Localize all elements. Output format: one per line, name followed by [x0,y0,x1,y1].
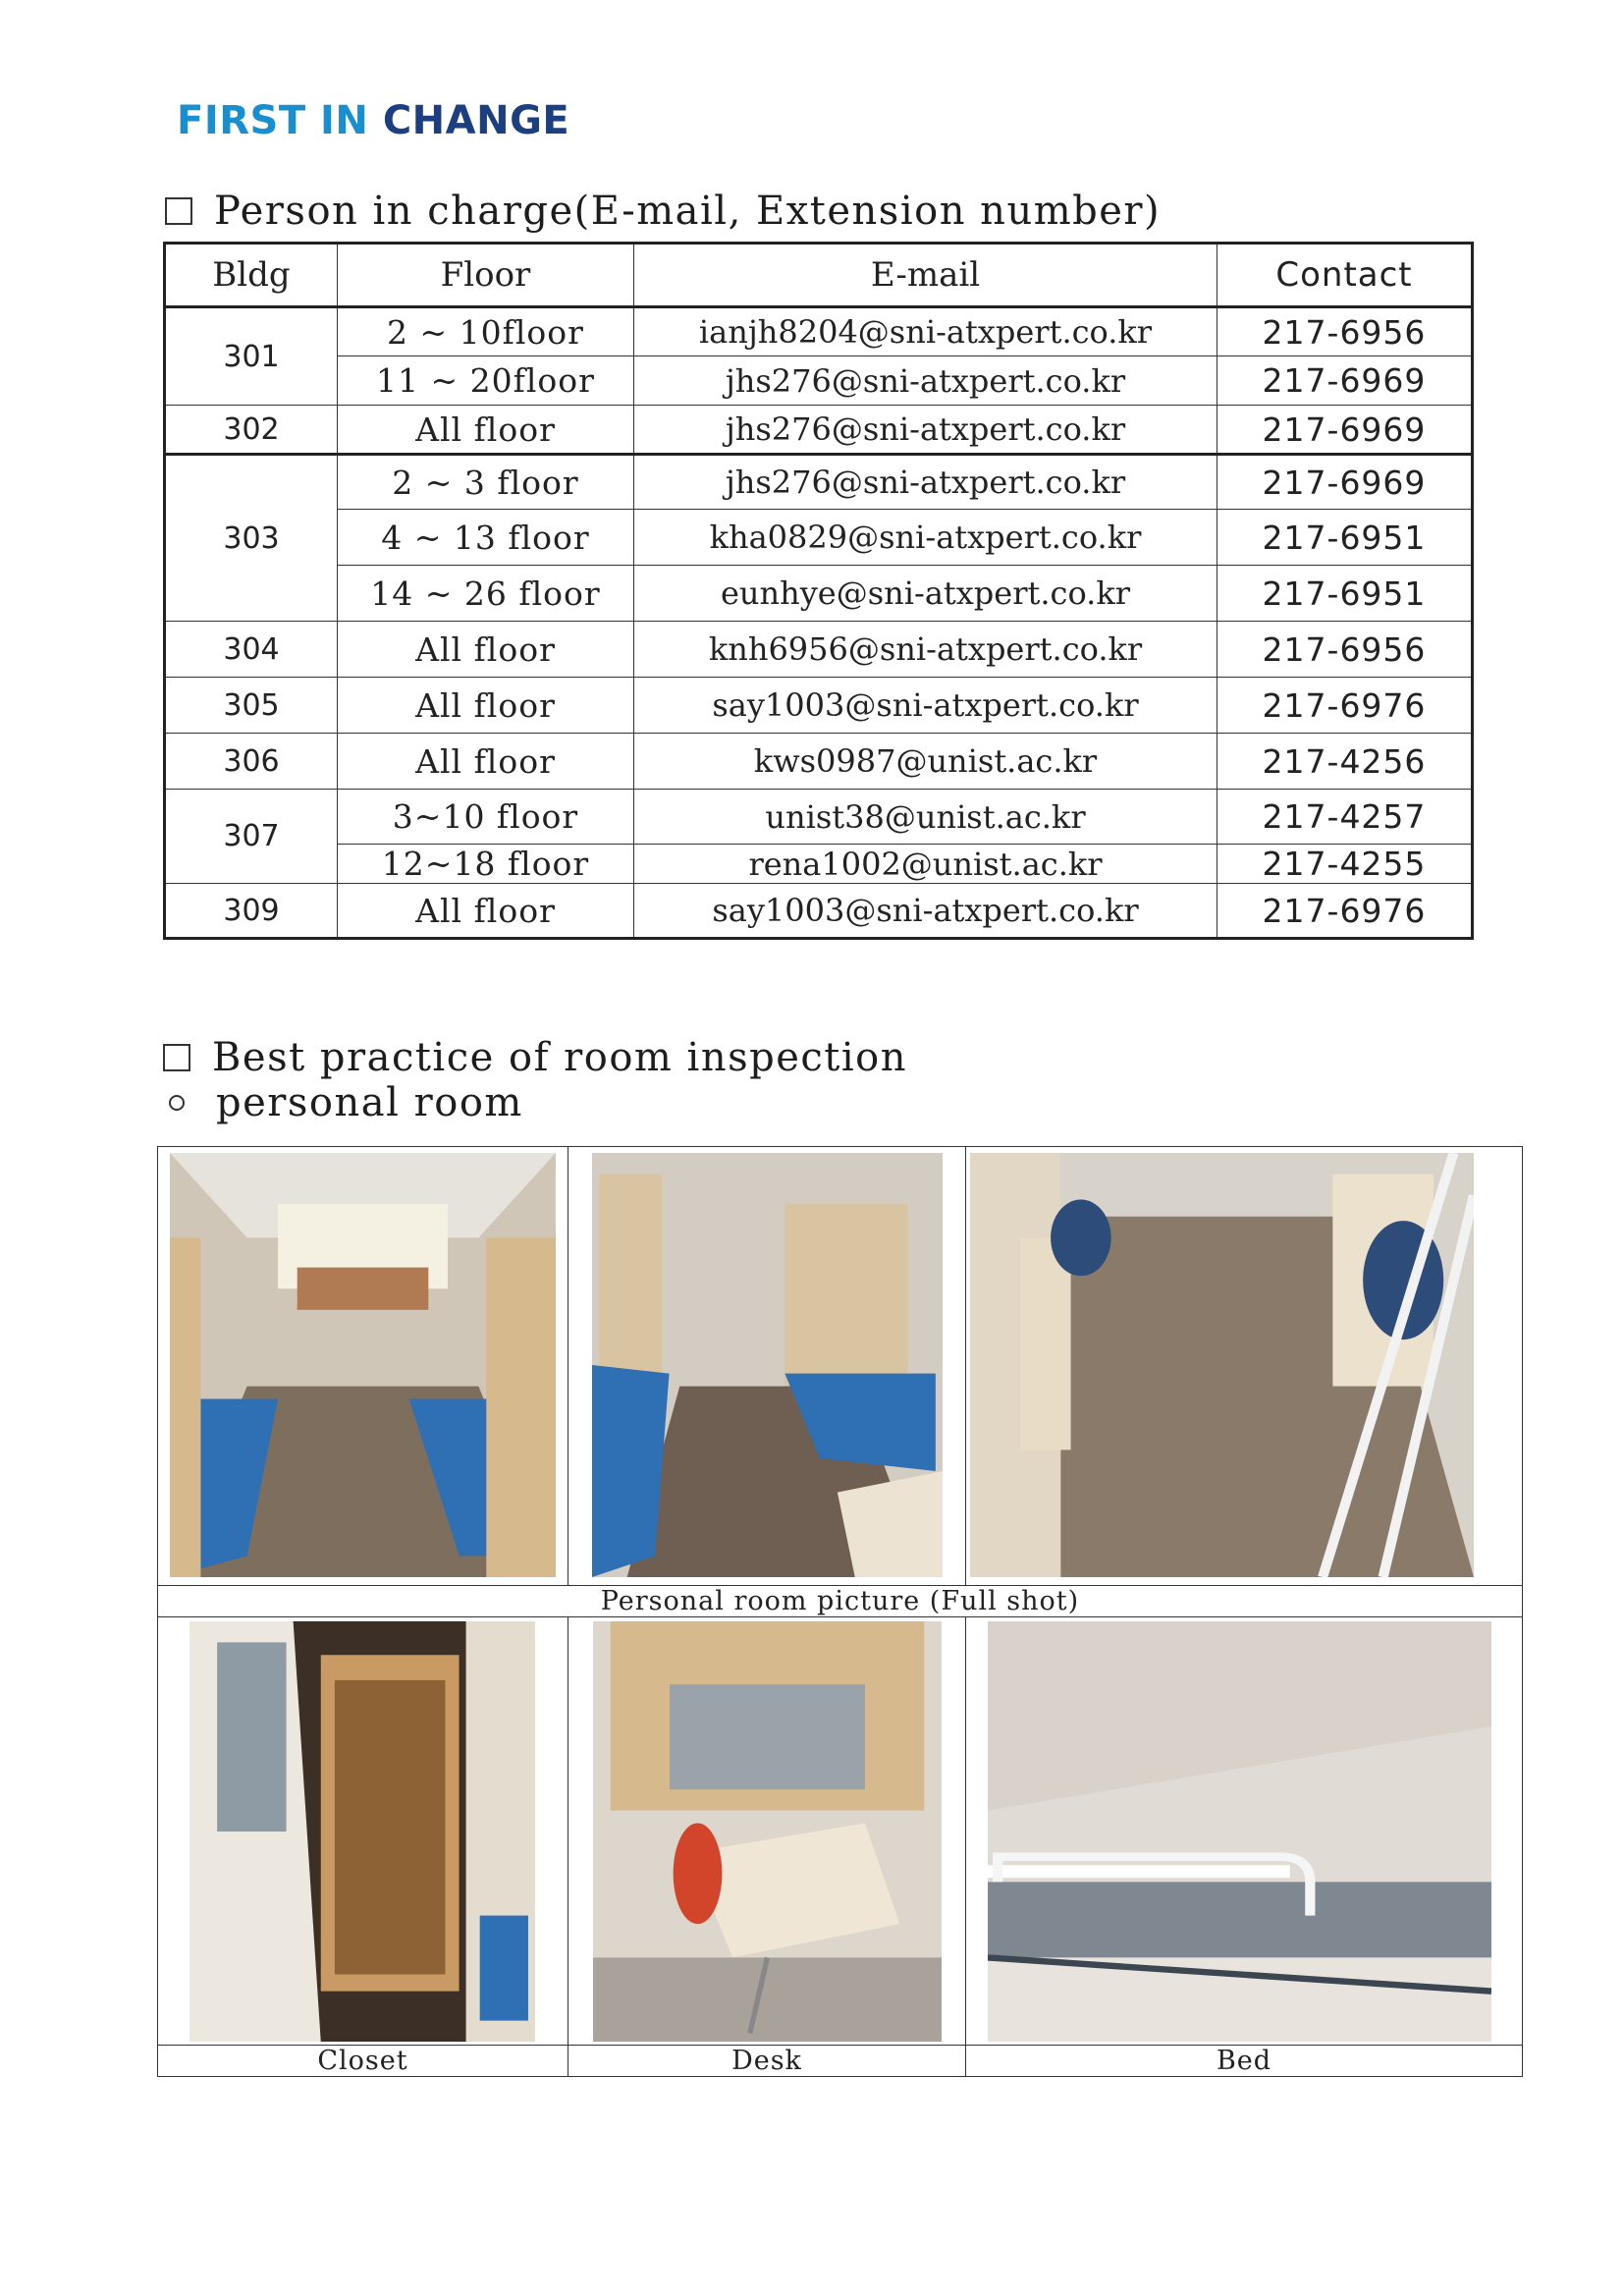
contact-cell: 217-4255 [1217,845,1473,884]
photo-cell [966,1147,1523,1586]
room-photo-1 [170,1153,556,1577]
email-cell: say1003@sni-atxpert.co.kr [634,678,1217,734]
contact-cell: 217-6969 [1217,356,1473,406]
contact-cell: 217-4256 [1217,734,1473,790]
bldg-cell: 304 [165,622,338,678]
table-row [165,845,1473,884]
header-email: E-mail [634,244,1217,307]
caption-bed: Bed [966,2046,1523,2077]
bldg-cell: 305 [165,678,338,734]
photo-grid [157,1146,1523,2077]
contact-cell: 217-6951 [1217,566,1473,622]
contact-cell: 217-4257 [1217,790,1473,845]
floor-cell: All floor [338,884,634,939]
email-cell: rena1002@unist.ac.kr [634,845,1217,884]
table-row [165,622,1473,678]
table-row [165,734,1473,790]
email-cell: jhs276@sni-atxpert.co.kr [634,356,1217,406]
floor-cell: All floor [338,622,634,678]
contact-cell: 217-6969 [1217,455,1473,510]
floor-cell: All floor [338,734,634,790]
email-cell: say1003@sni-atxpert.co.kr [634,884,1217,939]
table-row [165,884,1473,939]
floor-cell: All floor [338,678,634,734]
bed-photo [988,1621,1491,2042]
contact-cell: 217-6951 [1217,510,1473,566]
table-row [165,510,1473,566]
checkbox-icon [165,197,192,225]
photo-cell [158,1617,568,2046]
room-photo-3 [970,1153,1474,1577]
email-cell: kha0829@sni-atxpert.co.kr [634,510,1217,566]
section-person-in-charge [165,189,1161,234]
table-row [165,356,1473,406]
table-row [165,455,1473,510]
section-best-practice [163,1035,907,1080]
contacts-table [163,242,1474,940]
email-cell: unist38@unist.ac.kr [634,790,1217,845]
room-photo-2 [592,1153,943,1577]
floor-cell: 2 ~ 3 floor [338,455,634,510]
logo [177,98,569,143]
bldg-cell: 303 [165,455,338,622]
table-row [165,790,1473,845]
bldg-cell: 302 [165,406,338,455]
floor-cell: 12~18 floor [338,845,634,884]
caption-desk: Desk [568,2046,966,2077]
floor-cell: 14 ~ 26 floor [338,566,634,622]
subsection-personal-room [163,1080,523,1125]
contact-cell: 217-6956 [1217,307,1473,356]
caption-full-shot: Personal room picture (Full shot) [158,1586,1523,1617]
floor-cell: 3~10 floor [338,790,634,845]
contact-cell: 217-6969 [1217,406,1473,455]
floor-cell: All floor [338,406,634,455]
section-title: Person in charge(E-mail, Extension number) [214,189,1162,234]
floor-cell: 2 ~ 10floor [338,307,634,356]
desk-photo [593,1621,942,2042]
logo-part2: CHANGE [382,98,570,143]
header-floor: Floor [338,244,634,307]
email-cell: eunhye@sni-atxpert.co.kr [634,566,1217,622]
email-cell: ianjh8204@sni-atxpert.co.kr [634,307,1217,356]
email-cell: jhs276@sni-atxpert.co.kr [634,455,1217,510]
table-header-row [165,244,1473,307]
email-cell: kws0987@unist.ac.kr [634,734,1217,790]
checkbox-icon [163,1044,190,1071]
contact-cell: 217-6976 [1217,678,1473,734]
caption-closet: Closet [158,2046,568,2077]
contact-cell: 217-6956 [1217,622,1473,678]
email-cell: jhs276@sni-atxpert.co.kr [634,406,1217,455]
section-title: Best practice of room inspection [212,1035,908,1080]
photo-cell [568,1617,966,2046]
bldg-cell: 309 [165,884,338,939]
closet-photo [189,1621,535,2042]
table-row [165,678,1473,734]
photo-cell [568,1147,966,1586]
table-row [165,406,1473,455]
photo-cell [158,1147,568,1586]
bldg-cell: 301 [165,307,338,406]
logo-part1: FIRST IN [177,98,369,143]
header-bldg: Bldg [165,244,338,307]
bldg-cell: 307 [165,790,338,884]
bldg-cell: 306 [165,734,338,790]
header-contact: Contact [1217,244,1473,307]
floor-cell: 4 ~ 13 floor [338,510,634,566]
table-row [165,307,1473,356]
subsection-title: personal room [216,1080,523,1125]
floor-cell: 11 ~ 20floor [338,356,634,406]
contact-cell: 217-6976 [1217,884,1473,939]
circle-bullet-icon [169,1095,185,1111]
photo-cell [966,1617,1523,2046]
email-cell: knh6956@sni-atxpert.co.kr [634,622,1217,678]
table-row [165,566,1473,622]
